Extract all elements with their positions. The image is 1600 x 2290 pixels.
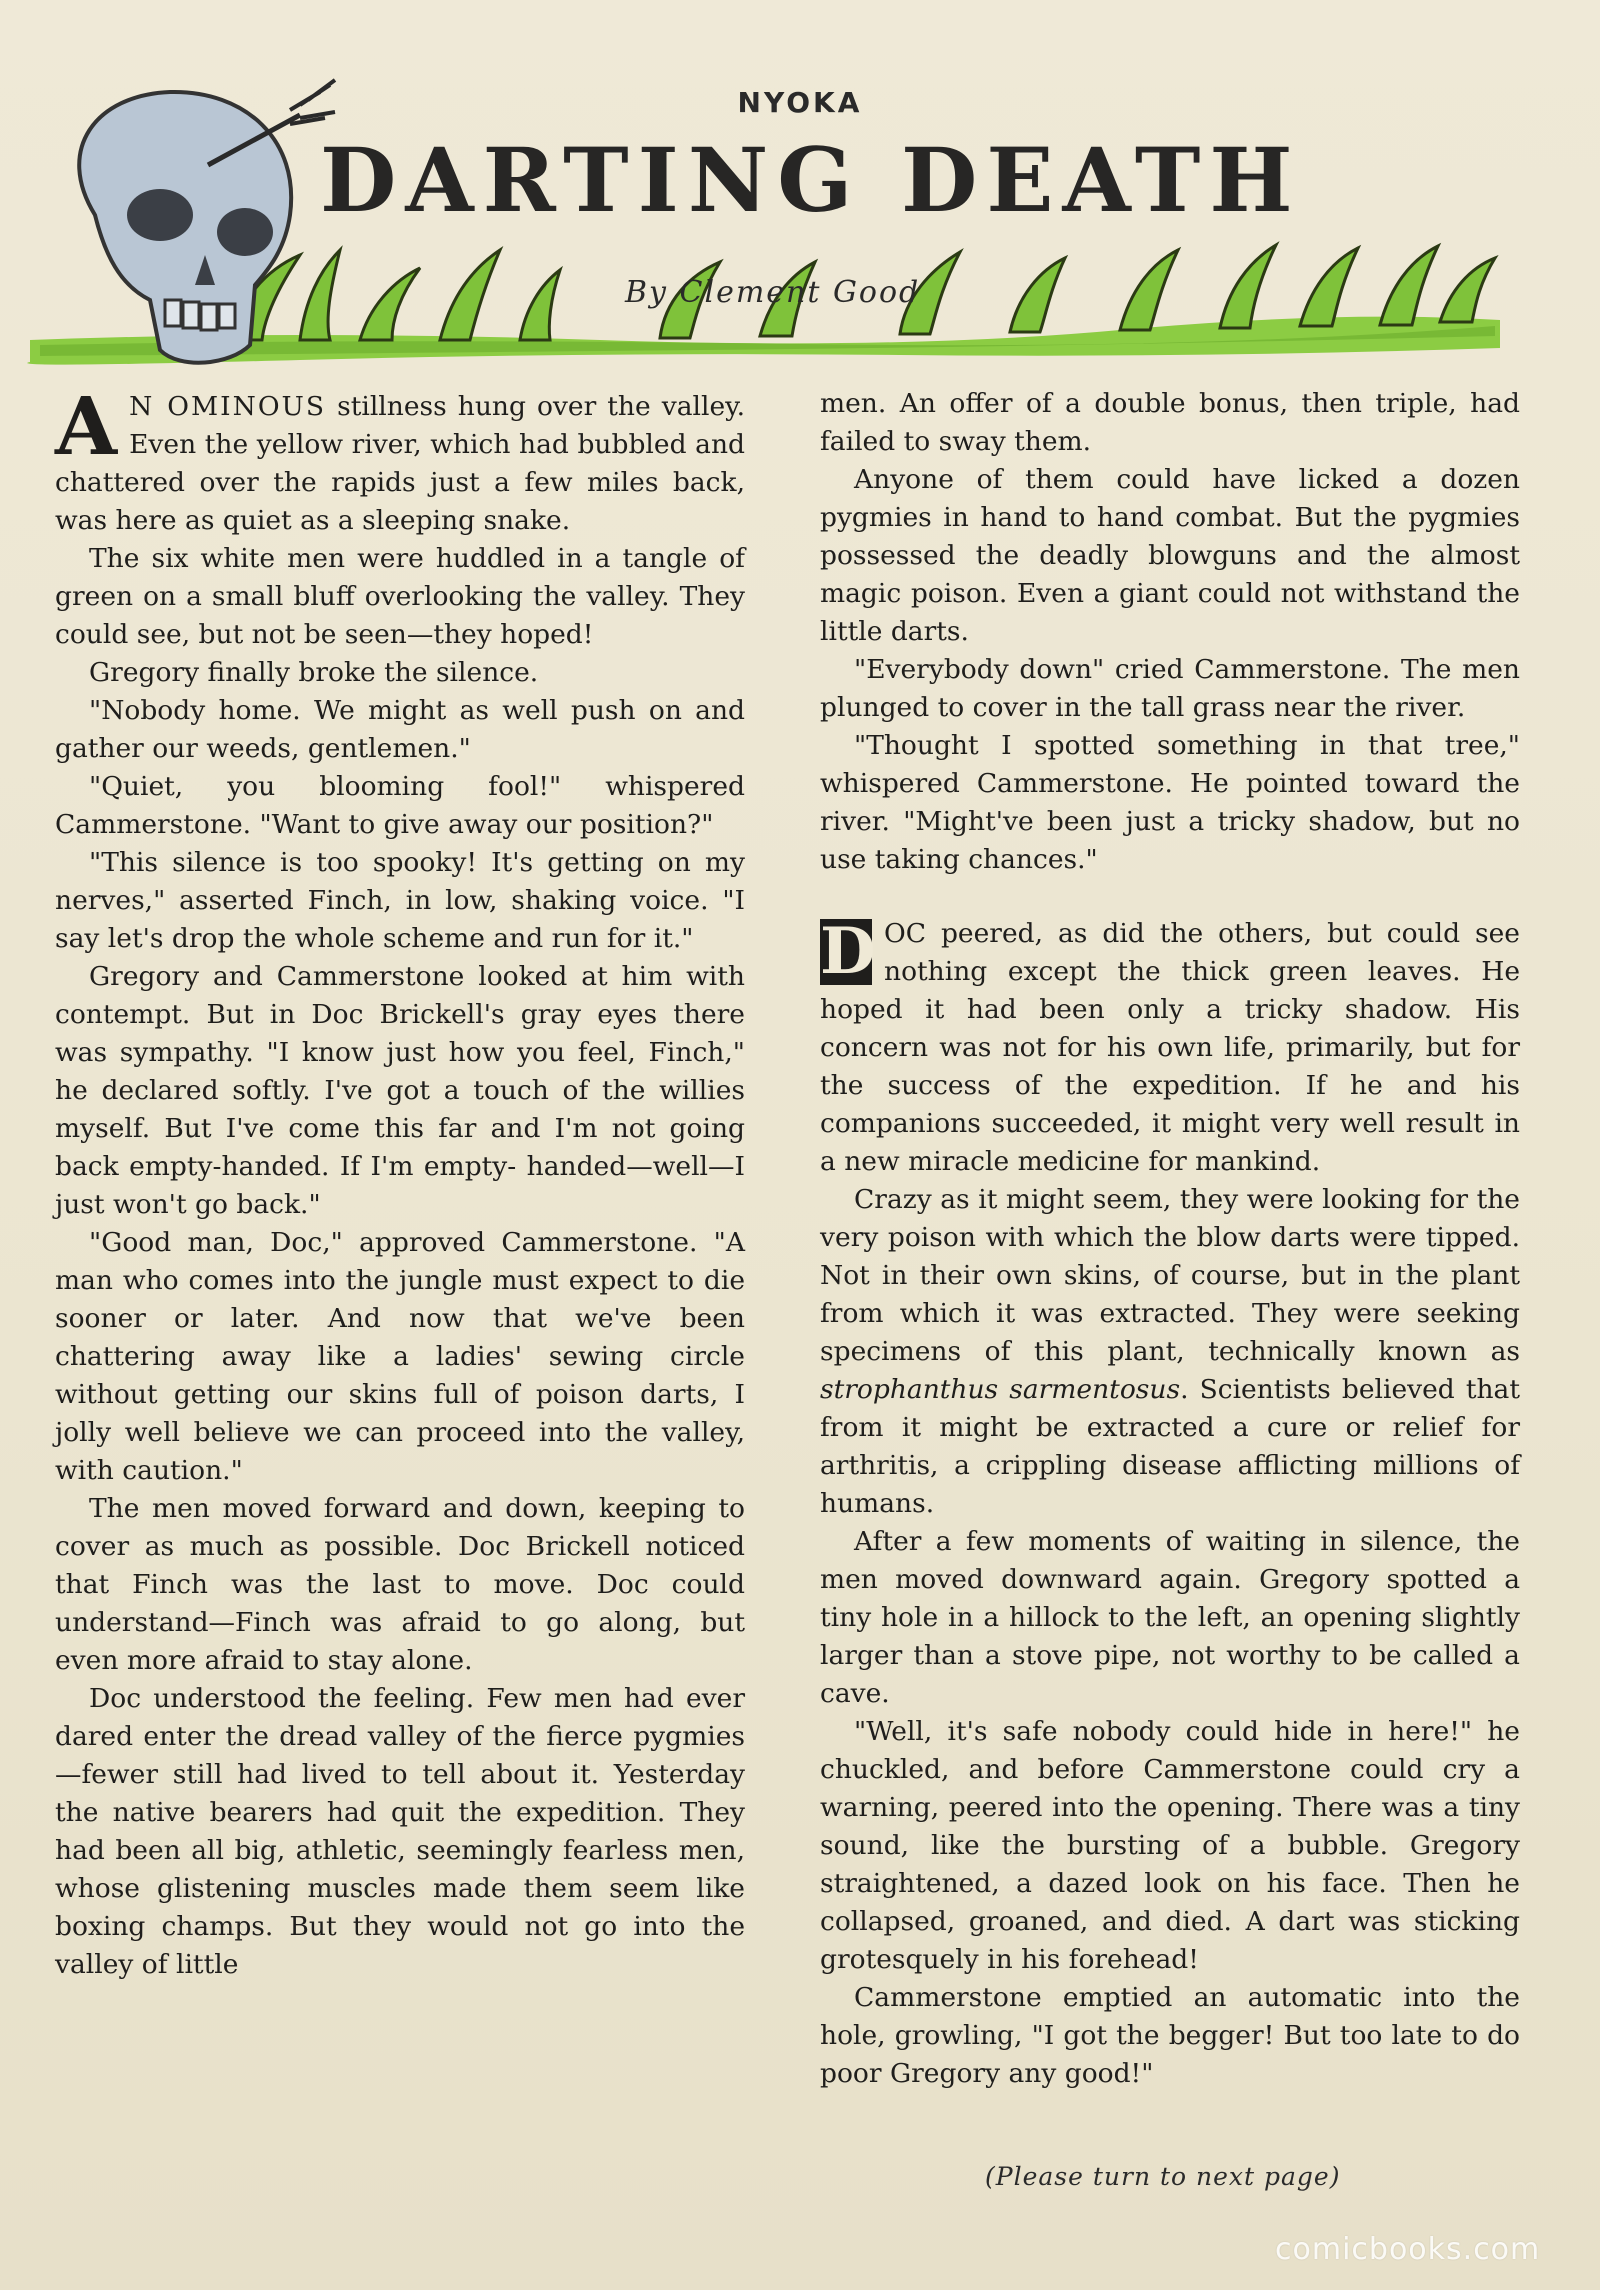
watermark: comicbooks.com (1275, 2232, 1541, 2267)
paragraph: The six white men were huddled in a tangle of green on a small bluff overlooking the valley. They could see, but not be seen—they hoped! (55, 543, 745, 650)
drop-cap: A (55, 379, 118, 473)
skull-icon (79, 80, 335, 363)
scientific-name: strophanthus sarmentosus (820, 1374, 1181, 1405)
paragraph: "Good man, Doc," approved Cammerstone. "A man who comes into the jungle must expect to die sooner or later. And now that we've been chattering away like a ladies' sewing circle without getting our skins full of poison darts, I jolly well believe we can proceed into the valley, with caution." (55, 1227, 745, 1486)
byline: By Clement Good (625, 275, 921, 310)
paragraph: Gregory finally broke the silence. (89, 657, 539, 688)
paragraph: "Thought I spotted something in that tree," whispered Cammerstone. He pointed toward the river. "Might've been just a tricky shadow, but no use taking chances." (820, 730, 1520, 875)
paragraph: Gregory and Cammerstone looked at him with contempt. But in Doc Brickell's gray eyes there was sympathy. "I know just how you feel, Finch," he declared softly. I've got a touch of the willies myself. But I've come this far and I'm not going back empty-handed. If I'm empty- handed—well—I just won't go back." (55, 961, 745, 1220)
series-name: NYOKA (737, 86, 863, 119)
paragraph (820, 915, 1520, 1181)
section-break (820, 915, 1520, 1181)
lead-words: N OMINOUS (129, 391, 327, 422)
story-title: DARTING DEATH (320, 128, 1302, 232)
paragraph: "Everybody down" cried Cammerstone. The men plunged to cover in the tall grass near the river. (820, 654, 1520, 723)
left-column (55, 379, 746, 1984)
paragraph: "This silence is too spooky! It's getting on my nerves," asserted Finch, in low, shaking voice. "I say let's drop the whole scheme and run for it." (55, 847, 745, 954)
drop-cap: D (820, 914, 876, 989)
right-column (820, 385, 1520, 2093)
paragraph (55, 379, 746, 540)
paragraph-text: stillness hung over the valley. Even the yellow river, which had bubbled and chattered over the rapids just a few miles back, was here as quiet as a sleeping snake. (55, 391, 746, 536)
paragraph: Doc understood the feeling. Few men had ever dared enter the dread valley of the fierce pygmies—fewer still had lived to tell about it. Yesterday the native bearers had quit the expedition. They had been all big, athletic, seemingly fearless men, whose glistening muscles made them seem like boxing champs. But they would not go into the valley of little (55, 1683, 745, 1980)
paragraph-text: Crazy as it might seem, they were looking for the very poison with which the blow darts were tipped. Not in their own skins, of course, but in the plant from which it was extracted. They were seeking specimens of this plant, technically known as (820, 1184, 1520, 1367)
continued-note: (Please turn to next page) (985, 2162, 1341, 2191)
paragraph: "Well, it's safe nobody could hide in here!" he chuckled, and before Cammerstone could cry a warning, peered into the opening. There was a tiny sound, like the bursting of a bubble. Gregory straightened, a dazed look on his face. Then he collapsed, groaned, and died. A dart was sticking grotesquely in his forehead! (820, 1716, 1520, 1975)
paragraph-text: OC peered, as did the others, but could see nothing except the thick green leaves. He hoped it had been only a tricky shadow. His concern was not for his own life, primarily, but for the success of the expedition. If he and his companions succeeded, it might very well result in a new miracle medicine for mankind. (820, 918, 1520, 1177)
paragraph: "Quiet, you blooming fool!" whispered Cammerstone. "Want to give away our position?" (55, 771, 745, 840)
paragraph: After a few moments of waiting in silence, the men moved downward again. Gregory spotted a tiny hole in a hillock to the left, an opening slightly larger than a stove pipe, not worthy to be called a cave. (820, 1526, 1520, 1709)
paragraph: Anyone of them could have licked a dozen pygmies in hand to hand combat. But the pygmies possessed the deadly blowguns and the almost magic poison. Even a giant could not withstand the little darts. (820, 464, 1520, 647)
paragraph: men. An offer of a double bonus, then triple, had failed to sway them. (820, 388, 1520, 457)
paragraph (820, 1181, 1520, 1523)
paragraph: "Nobody home. We might as well push on and gather our weeds, gentlemen." (55, 695, 745, 764)
paragraph: The men moved forward and down, keeping to cover as much as possible. Doc Brickell noticed that Finch was the last to move. Doc could understand—Finch was afraid to go along, but even more afraid to stay alone. (55, 1493, 745, 1676)
paragraph-text: . Scientists believed that from it might be extracted a cure or relief for arthritis, a crippling disease afflicting millions of humans. (820, 1374, 1521, 1519)
paragraph: Cammerstone emptied an automatic into the hole, growling, "I got the begger! But too late to do poor Gregory any good!" (820, 1982, 1520, 2089)
